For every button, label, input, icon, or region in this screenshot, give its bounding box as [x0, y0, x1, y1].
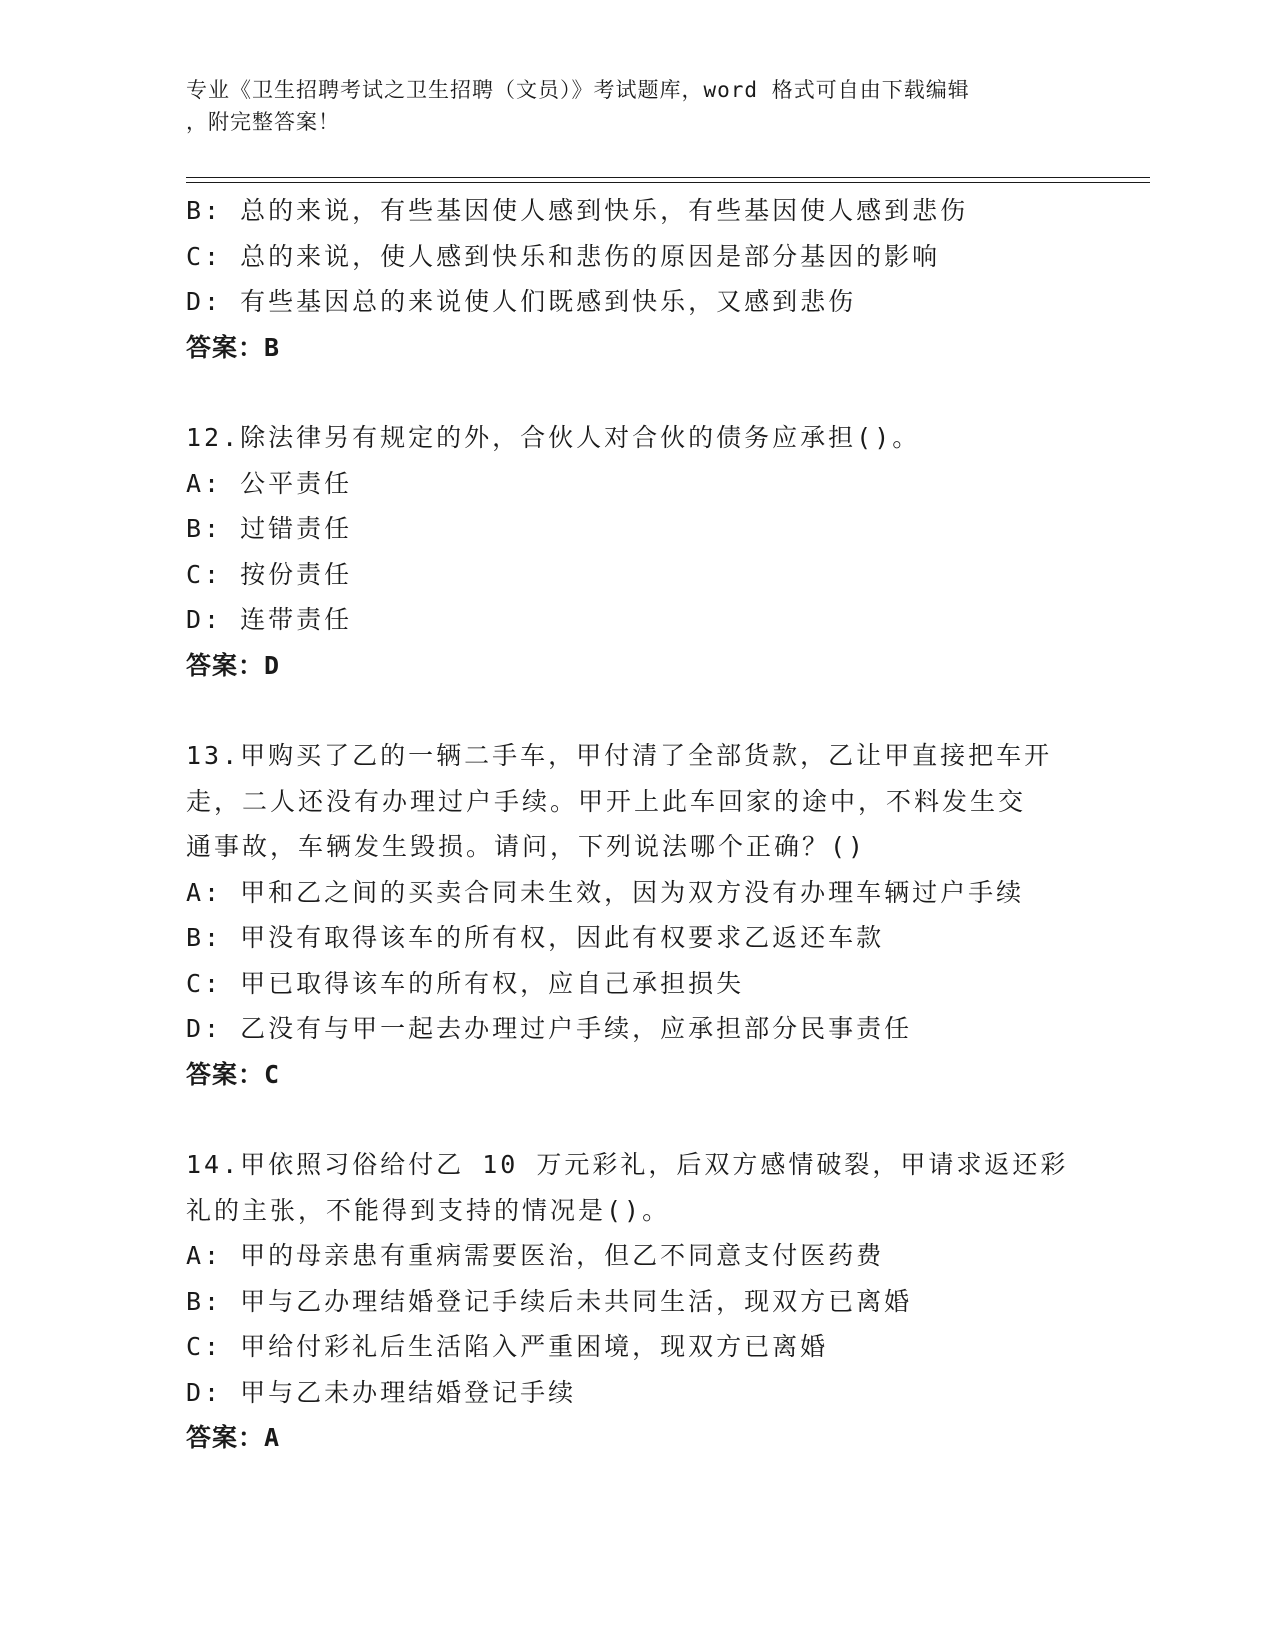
question-stem-line-2: 走，二人还没有办理过户手续。甲开上此车回家的途中，不料发生交: [186, 786, 1027, 816]
question-stem-line-1: 14.甲依照习俗给付乙 10 万元彩礼，后双方感情破裂，甲请求返还彩: [186, 1150, 1069, 1179]
answer-label: 答案：: [186, 1059, 265, 1089]
header-line-1: 专业《卫生招聘考试之卫生招聘（文员）》考试题库，word 格式可自由下载编辑: [186, 78, 970, 102]
option-c: C: 甲给付彩礼后生活陷入严重困境，现双方已离婚: [186, 1332, 829, 1361]
option-d: D: 有些基因总的来说使人们既感到快乐，又感到悲伤: [186, 287, 857, 316]
answer-line: [186, 1415, 1086, 1461]
answer-label: 答案：: [186, 1423, 265, 1452]
option-d: D: 乙没有与甲一起去办理过户手续，应承担部分民事责任: [186, 1014, 913, 1043]
header-divider-top: [186, 177, 1150, 178]
header-divider-bottom: [186, 182, 1150, 183]
answer-label: 答案：: [186, 332, 265, 362]
question-stem-line-2: 礼的主张，不能得到支持的情况是()。: [186, 1195, 671, 1225]
question-14: [186, 1142, 1086, 1461]
header-line-2: ，附完整答案！: [186, 110, 340, 134]
answer-value: B: [264, 332, 281, 362]
option-b: B: 甲没有取得该车的所有权，因此有权要求乙返还车款: [186, 923, 885, 952]
option-d: D: 甲与乙未办理结婚登记手续: [186, 1377, 577, 1407]
option-c: C: 甲已取得该车的所有权，应自己承担损失: [186, 968, 745, 998]
question-stem-line-1: 13.甲购买了乙的一辆二手车，甲付清了全部货款，乙让甲直接把车开: [186, 741, 1053, 770]
question-stem-line-3: 通事故，车辆发生毁损。请问，下列说法哪个正确？(): [186, 832, 867, 861]
option-b: B: 过错责任: [186, 514, 353, 543]
answer-value: C: [264, 1059, 281, 1089]
question-gap: [186, 1097, 1086, 1142]
option-b: B: 甲与乙办理结婚登记手续后未共同生活，现双方已离婚: [186, 1286, 913, 1316]
option-a: A: 甲的母亲患有重病需要医治，但乙不同意支付医药费: [186, 1241, 885, 1270]
answer-line: [186, 1052, 1086, 1098]
answer-value: A: [264, 1423, 281, 1452]
question-gap: [186, 688, 1086, 733]
option-c: C: 总的来说，使人感到快乐和悲伤的原因是部分基因的影响: [186, 241, 941, 271]
answer-line: [186, 325, 1086, 371]
option-d: D: 连带责任: [186, 605, 353, 634]
option-c: C: 按份责任: [186, 559, 353, 589]
option-a: A: 公平责任: [186, 468, 353, 498]
option-b: B: 总的来说，有些基因使人感到快乐，有些基因使人感到悲伤: [186, 196, 969, 225]
answer-line: [186, 643, 1086, 689]
question-stem: 12.除法律另有规定的外，合伙人对合伙的债务应承担()。: [186, 423, 921, 452]
option-a: A: 甲和乙之间的买卖合同未生效，因为双方没有办理车辆过户手续: [186, 877, 1025, 907]
question-13: [186, 733, 1086, 1097]
question-12: [186, 415, 1086, 688]
answer-label: 答案：: [186, 650, 265, 680]
page-header: [186, 74, 1086, 138]
question-gap: [186, 370, 1086, 415]
answer-value: D: [264, 650, 281, 680]
question-list: [186, 188, 1086, 1461]
question-11-continued: [186, 188, 1086, 370]
